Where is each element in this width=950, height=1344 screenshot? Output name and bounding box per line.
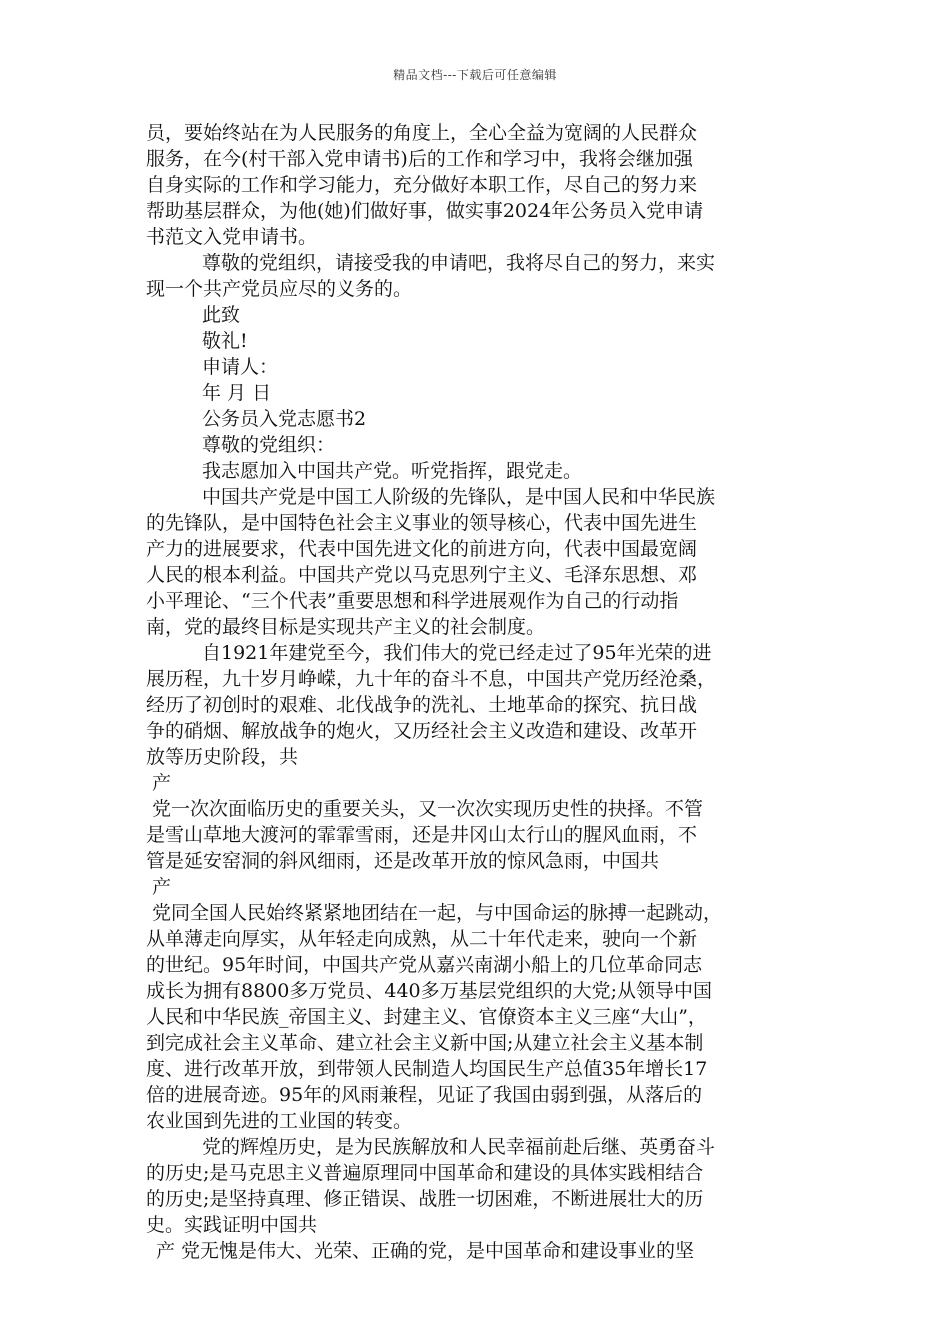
text-line: 党的辉煌历史，是为民族解放和人民幸福前赴后继、英勇奋斗 xyxy=(202,1136,716,1158)
page-header: 精品文档---下载后可任意编辑 xyxy=(393,68,557,82)
text-line: 南，党的最终目标是实现共产主义的社会制度。 xyxy=(146,616,546,638)
text-line: 人民的根本利益。中国共产党以马克思列宁主义、毛泽东思想、邓 xyxy=(146,564,698,586)
text-line: 我志愿加入中国共产党。听党指挥，跟党走。 xyxy=(202,460,583,482)
document-body xyxy=(146,120,806,1264)
text-line: 敬礼! xyxy=(202,330,248,352)
text-line: 产 xyxy=(152,772,172,794)
text-line: 小平理论、“三个代表”重要思想和科学进展观作为自己的行动指 xyxy=(146,590,679,612)
text-line: 党同全国人民始终紧紧地团结在一起，与中国命运的脉搏一起跳动， xyxy=(152,902,723,924)
text-line: 的世纪。95年时间，中国共产党从嘉兴南湖小船上的几位革命同志 xyxy=(146,954,703,976)
text-line: 员，要始终站在为人民服务的角度上，全心全益为宽阔的人民群众 xyxy=(146,122,698,144)
text-line: 帮助基层群众，为他(她)们做好事，做实事2024年公务员入党申请 xyxy=(146,200,704,222)
text-line: 自身实际的工作和学习能力，充分做好本职工作，尽自己的努力来 xyxy=(146,174,698,196)
text-line: 的先锋队，是中国特色社会主义事业的领导核心，代表中国先进生 xyxy=(146,512,698,534)
text-line: 倍的进展奇迹。95年的风雨兼程，见证了我国由弱到强，从落后的 xyxy=(146,1084,703,1106)
text-line: 服务，在今(村干部入党申请书)后的工作和学习中，我将会继加强 xyxy=(146,148,693,170)
text-line: 产力的进展要求，代表中国先进文化的前进方向，代表中国最宽阔 xyxy=(146,538,698,560)
text-line: 公务员入党志愿书2 xyxy=(202,408,367,430)
text-line: 到完成社会主义革命、建立社会主义新中国;从建立社会主义基本制 xyxy=(146,1032,704,1054)
text-line: 管是延安窑洞的斜风细雨，还是改革开放的惊风急雨，中国共 xyxy=(146,850,660,872)
text-line: 党一次次面临历史的重要关头，又一次次实现历史性的抉择。不管 xyxy=(152,798,704,820)
text-line: 人民和中华民族_帝国主义、封建主义、官僚资本主义三座“大山”， xyxy=(146,1006,707,1028)
text-line: 经历了初创时的艰难、北伐战争的洗礼、土地革命的探究、抗日战 xyxy=(146,694,698,716)
text-line: 史。实践证明中国共 xyxy=(146,1214,318,1236)
text-line: 度、进行改革开放，到带领人民制造人均国民生产总值35年增长17 xyxy=(146,1058,708,1080)
text-line: 从单薄走向厚实，从年轻走向成熟，从二十年代走来，驶向一个新 xyxy=(146,928,698,950)
text-line: 产 党无愧是伟大、光荣、正确的党，是中国革命和建设事业的坚 xyxy=(156,1240,695,1262)
text-line: 放等历史阶段，共 xyxy=(146,746,299,768)
text-line: 中国共产党是中国工人阶级的先锋队，是中国人民和中华民族 xyxy=(202,486,716,508)
text-line: 自1921年建党至今，我们伟大的党已经走过了95年光荣的进 xyxy=(202,642,712,664)
text-line: 尊敬的党组织： xyxy=(202,434,336,456)
text-line: 现一个共产党员应尽的义务的。 xyxy=(146,278,413,300)
text-line: 争的硝烟、解放战争的炮火，又历经社会主义改造和建设、改革开 xyxy=(146,720,698,742)
text-line: 农业国到先进的工业国的转变。 xyxy=(146,1110,413,1132)
text-line: 的历史;是坚持真理、修正错误、战胜一切困难，不断进展壮大的历 xyxy=(146,1188,704,1210)
text-line: 展历程，九十岁月峥嵘，九十年的奋斗不息，中国共产党历经沧桑， xyxy=(146,668,717,690)
text-line: 此致 xyxy=(202,304,241,326)
text-line: 的历史;是马克思主义普遍原理同中国革命和建设的具体实践相结合 xyxy=(146,1162,704,1184)
text-line: 是雪山草地大渡河的霏霏雪雨，还是井冈山太行山的腥风血雨，不 xyxy=(146,824,698,846)
text-line: 尊敬的党组织，请接受我的申请吧，我将尽自己的努力，来实 xyxy=(202,252,716,274)
text-line: 年 月 日 xyxy=(202,382,272,404)
text-line: 书范文入党申请书。 xyxy=(146,226,318,248)
text-line: 成长为拥有8800多万党员、440多万基层党组织的大党;从领导中国 xyxy=(146,980,713,1002)
text-line: 产 xyxy=(152,876,172,898)
text-line: 申请人： xyxy=(202,356,279,378)
